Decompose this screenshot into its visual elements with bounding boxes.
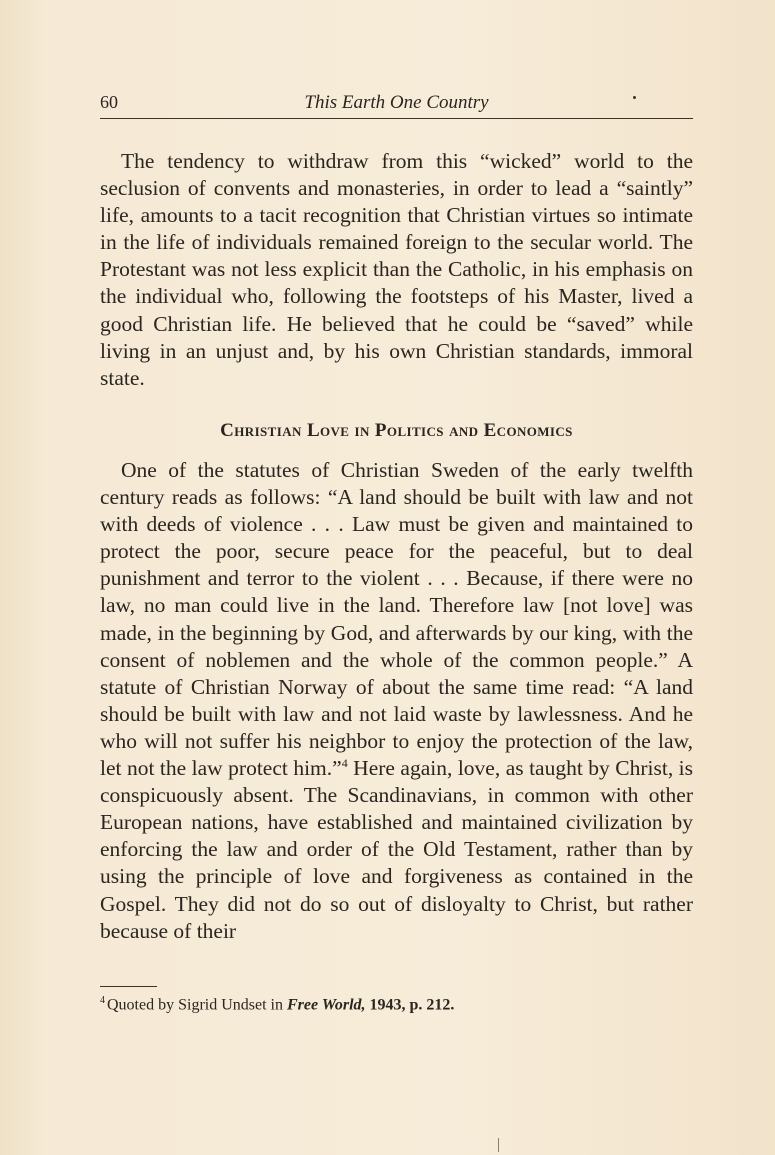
running-title: This Earth One Country bbox=[304, 92, 489, 113]
paragraph-2-text-a: One of the statutes of Christian Sweden of the early twelfth century reads as follows: “A land should be built with law and not with deeds of violence . . . Law must be given and maintained to protect the poor, secure peace for the peaceful, but to deal punishment and terror to the violent . . . Because, if there were no law, no man could live in the land. Therefore law [not love] was made, in the beginning by God, and afterwards by our king, with the consent of noblemen and the whole of the common people.” A statute of Christian Norway of about the same time read: “A land should be built with law and not laid waste by lawlessness. And he who will not suffer his neighbor to enjoy the protection of the law, let not the law protect him.” bbox=[100, 458, 693, 781]
footnote-prefix: Quoted by Sigrid Undset in bbox=[107, 996, 287, 1014]
section-heading: Christian Love in Politics and Economics bbox=[220, 420, 573, 441]
footnote-mark: 4 bbox=[100, 995, 105, 1006]
footnote-rule bbox=[100, 986, 157, 987]
ink-speck bbox=[633, 96, 636, 99]
footnote bbox=[100, 995, 693, 1014]
footnote-reference[interactable]: 4 bbox=[341, 755, 348, 770]
paragraph-2 bbox=[100, 457, 693, 945]
page-number: 60 bbox=[100, 92, 118, 112]
paragraph-1: The tendency to withdraw from this “wicked” world to the seclusion of convents and monasteries, in order to lead a “saintly” life, amounts to a tacit recognition that Christian virtues so intimate in the life of individuals remained foreign to the secular world. The Protestant was not less explicit than the Catholic, in his emphasis on the individual who, following the footsteps of his Master, lived a good Christian life. He believed that he could be “saved” while living in an unjust and, by his own Christian standards, immoral state. bbox=[100, 149, 693, 390]
paragraph-2-text-b: Here again, love, as taught by Christ, is conspicuously absent. The Scandinavians, in common with other European nations, have established and maintained civilization by enforcing the law and order of the Old Testament, rather than by using the principle of love and forgiveness as contained in the Gospel. They did not do so out of disloyalty to Christ, but rather because of their bbox=[100, 756, 694, 943]
footnote-citation: 1943, p. 212. bbox=[365, 996, 455, 1014]
footnote-source-title: Free World, bbox=[287, 996, 366, 1014]
page-edge-mark bbox=[498, 1138, 499, 1152]
page-header bbox=[100, 90, 693, 119]
